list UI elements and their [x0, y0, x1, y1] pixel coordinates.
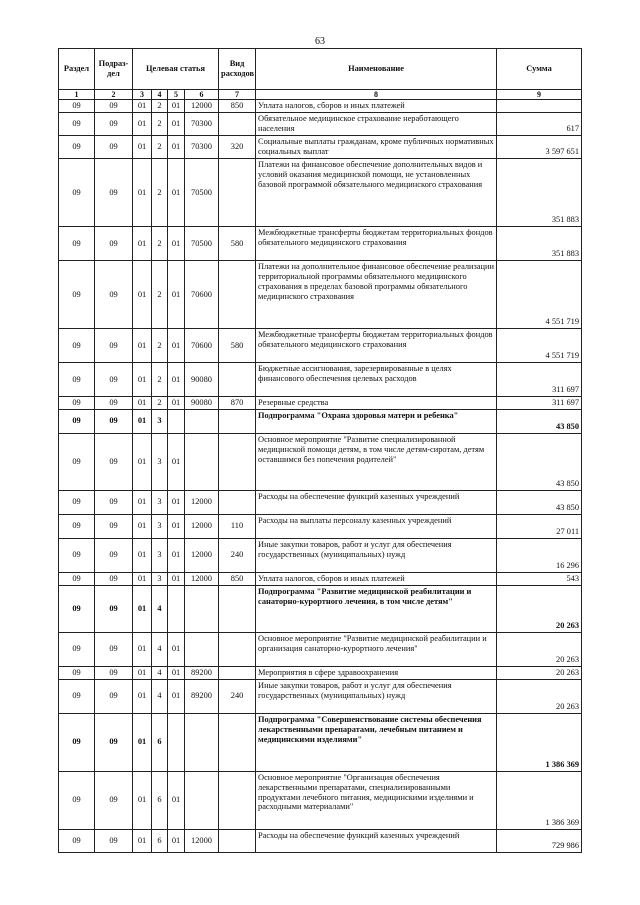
- expense-type-cell: [219, 409, 256, 433]
- subprogram-code-cell: 2: [152, 328, 168, 362]
- table-row: [59, 409, 582, 433]
- expense-type-cell: [219, 585, 256, 632]
- razdel-cell: 09: [59, 713, 95, 771]
- amount-cell: 20 263: [497, 632, 582, 666]
- razdel-cell: 09: [59, 226, 95, 260]
- name-cell: Расходы на выплаты персоналу казенных учреждений: [256, 514, 497, 538]
- direction-code-cell: 12000: [185, 572, 219, 585]
- amount-cell: 351 883: [497, 158, 582, 226]
- table-row: [59, 713, 582, 771]
- activity-code-cell: 01: [168, 538, 185, 572]
- program-code-cell: 01: [133, 433, 152, 490]
- razdel-cell: 09: [59, 538, 95, 572]
- direction-code-cell: 89200: [185, 679, 219, 713]
- table-row: [59, 538, 582, 572]
- program-code-cell: 01: [133, 829, 152, 852]
- amount-cell: 4 551 719: [497, 328, 582, 362]
- expense-type-cell: 240: [219, 679, 256, 713]
- activity-code-cell: 01: [168, 362, 185, 396]
- page-number: 63: [315, 36, 325, 47]
- podrazdel-cell: 09: [95, 409, 133, 433]
- name-cell: Основное мероприятие "Развитие специализированной медицинской помощи детям, в том числе детям-сиротам, детям оставшимся без попечения родителей": [256, 433, 497, 490]
- table-row: [59, 572, 582, 585]
- expense-type-cell: [219, 158, 256, 226]
- header-row: [59, 49, 582, 90]
- header-tselevaya-statya: Целевая статья: [133, 49, 219, 90]
- direction-code-cell: 90080: [185, 396, 219, 409]
- col-number: 5: [168, 90, 185, 100]
- razdel-cell: 09: [59, 260, 95, 328]
- activity-code-cell: 01: [168, 328, 185, 362]
- program-code-cell: 01: [133, 632, 152, 666]
- amount-cell: 351 883: [497, 226, 582, 260]
- amount-cell: 43 850: [497, 409, 582, 433]
- expense-type-cell: 850: [219, 100, 256, 113]
- amount-cell: 20 263: [497, 679, 582, 713]
- name-cell: Основное мероприятие "Развитие медицинской реабилитации и организация санаторно-курортного лечения": [256, 632, 497, 666]
- podrazdel-cell: 09: [95, 538, 133, 572]
- activity-code-cell: 01: [168, 158, 185, 226]
- direction-code-cell: 90080: [185, 362, 219, 396]
- razdel-cell: 09: [59, 666, 95, 679]
- program-code-cell: 01: [133, 396, 152, 409]
- program-code-cell: 01: [133, 771, 152, 829]
- direction-code-cell: 12000: [185, 514, 219, 538]
- table-row: [59, 829, 582, 852]
- subprogram-code-cell: 2: [152, 100, 168, 113]
- header-podrazdel: Подраз-дел: [95, 49, 133, 90]
- program-code-cell: 01: [133, 260, 152, 328]
- table-row: [59, 158, 582, 226]
- activity-code-cell: 01: [168, 396, 185, 409]
- activity-code-cell: 01: [168, 433, 185, 490]
- name-cell: Расходы на обеспечение функций казенных учреждений: [256, 490, 497, 514]
- razdel-cell: 09: [59, 632, 95, 666]
- podrazdel-cell: 09: [95, 362, 133, 396]
- subprogram-code-cell: 2: [152, 396, 168, 409]
- podrazdel-cell: 09: [95, 632, 133, 666]
- podrazdel-cell: 09: [95, 158, 133, 226]
- name-cell: Подпрограмма "Совершенствование системы обеспечения лекарственными препаратами, лечебным питанием и медицинскими изделиями": [256, 713, 497, 771]
- program-code-cell: 01: [133, 362, 152, 396]
- amount-cell: 43 850: [497, 490, 582, 514]
- subprogram-code-cell: 2: [152, 113, 168, 136]
- table-row: [59, 433, 582, 490]
- header-vid-raskhodov: Вид расходов: [219, 49, 256, 90]
- activity-code-cell: 01: [168, 100, 185, 113]
- name-cell: Бюджетные ассигнования, зарезервированные в целях финансового обеспечения целевых расходов: [256, 362, 497, 396]
- subprogram-code-cell: 6: [152, 829, 168, 852]
- direction-code-cell: 12000: [185, 100, 219, 113]
- direction-code-cell: [185, 433, 219, 490]
- col-number: 9: [497, 90, 582, 100]
- subprogram-code-cell: 4: [152, 679, 168, 713]
- subprogram-code-cell: 4: [152, 585, 168, 632]
- program-code-cell: 01: [133, 679, 152, 713]
- table-row: [59, 396, 582, 409]
- podrazdel-cell: 09: [95, 514, 133, 538]
- program-code-cell: 01: [133, 572, 152, 585]
- podrazdel-cell: 09: [95, 713, 133, 771]
- subprogram-code-cell: 3: [152, 490, 168, 514]
- activity-code-cell: [168, 409, 185, 433]
- expense-type-cell: [219, 113, 256, 136]
- razdel-cell: 09: [59, 396, 95, 409]
- razdel-cell: 09: [59, 158, 95, 226]
- program-code-cell: 01: [133, 490, 152, 514]
- activity-code-cell: 01: [168, 136, 185, 159]
- expense-type-cell: 870: [219, 396, 256, 409]
- direction-code-cell: [185, 713, 219, 771]
- amount-cell: 543: [497, 572, 582, 585]
- direction-code-cell: 70300: [185, 136, 219, 159]
- col-number: 3: [133, 90, 152, 100]
- program-code-cell: 01: [133, 514, 152, 538]
- table-row: [59, 679, 582, 713]
- table-row: [59, 328, 582, 362]
- podrazdel-cell: 09: [95, 585, 133, 632]
- podrazdel-cell: 09: [95, 829, 133, 852]
- program-code-cell: 01: [133, 158, 152, 226]
- direction-code-cell: [185, 409, 219, 433]
- subprogram-code-cell: 6: [152, 771, 168, 829]
- name-cell: Основное мероприятие "Организация обеспечения лекарственными препаратами, специализированными продуктами лечебного питания, медицинскими изделиями и расходными материалами": [256, 771, 497, 829]
- activity-code-cell: 01: [168, 226, 185, 260]
- program-code-cell: 01: [133, 328, 152, 362]
- amount-cell: 729 986: [497, 829, 582, 852]
- direction-code-cell: 12000: [185, 490, 219, 514]
- razdel-cell: 09: [59, 113, 95, 136]
- expense-type-cell: 580: [219, 328, 256, 362]
- expense-type-cell: [219, 713, 256, 771]
- program-code-cell: 01: [133, 113, 152, 136]
- direction-code-cell: [185, 771, 219, 829]
- table-row: [59, 585, 582, 632]
- subprogram-code-cell: 2: [152, 226, 168, 260]
- table-row: [59, 514, 582, 538]
- podrazdel-cell: 09: [95, 433, 133, 490]
- program-code-cell: 01: [133, 100, 152, 113]
- name-cell: Обязательное медицинское страхование неработающего населения: [256, 113, 497, 136]
- name-cell: Социальные выплаты гражданам, кроме публичных нормативных социальных выплат: [256, 136, 497, 159]
- name-cell: Уплата налогов, сборов и иных платежей: [256, 100, 497, 113]
- table-row: [59, 771, 582, 829]
- podrazdel-cell: 09: [95, 679, 133, 713]
- direction-code-cell: 70600: [185, 328, 219, 362]
- expense-type-cell: [219, 666, 256, 679]
- direction-code-cell: 70500: [185, 226, 219, 260]
- expense-type-cell: [219, 771, 256, 829]
- amount-cell: 311 697: [497, 396, 582, 409]
- razdel-cell: 09: [59, 679, 95, 713]
- razdel-cell: 09: [59, 100, 95, 113]
- activity-code-cell: 01: [168, 632, 185, 666]
- podrazdel-cell: 09: [95, 328, 133, 362]
- name-cell: Иные закупки товаров, работ и услуг для обеспечения государственных (муниципальных) нужд: [256, 679, 497, 713]
- amount-cell: 4 551 719: [497, 260, 582, 328]
- table-row: [59, 362, 582, 396]
- podrazdel-cell: 09: [95, 490, 133, 514]
- subprogram-code-cell: 2: [152, 260, 168, 328]
- table-row: [59, 260, 582, 328]
- name-cell: Платежи на финансовое обеспечение дополнительных видов и условий оказания медицинской помощи, не установленных базовой программой обязательного медицинского страхования: [256, 158, 497, 226]
- razdel-cell: 09: [59, 433, 95, 490]
- program-code-cell: 01: [133, 666, 152, 679]
- subprogram-code-cell: 3: [152, 433, 168, 490]
- razdel-cell: 09: [59, 514, 95, 538]
- program-code-cell: 01: [133, 585, 152, 632]
- activity-code-cell: 01: [168, 490, 185, 514]
- amount-cell: 20 263: [497, 666, 582, 679]
- subprogram-code-cell: 3: [152, 538, 168, 572]
- razdel-cell: 09: [59, 490, 95, 514]
- amount-cell: 3 597 651: [497, 136, 582, 159]
- amount-cell: 43 850: [497, 433, 582, 490]
- amount-cell: 20 263: [497, 585, 582, 632]
- column-number-row: [59, 90, 582, 100]
- col-number: 6: [185, 90, 219, 100]
- program-code-cell: 01: [133, 136, 152, 159]
- activity-code-cell: 01: [168, 113, 185, 136]
- table-row: [59, 136, 582, 159]
- expense-type-cell: 320: [219, 136, 256, 159]
- activity-code-cell: [168, 713, 185, 771]
- direction-code-cell: 12000: [185, 829, 219, 852]
- name-cell: Мероприятия в сфере здравоохранения: [256, 666, 497, 679]
- col-number: 1: [59, 90, 95, 100]
- razdel-cell: 09: [59, 328, 95, 362]
- subprogram-code-cell: 4: [152, 632, 168, 666]
- podrazdel-cell: 09: [95, 572, 133, 585]
- activity-code-cell: [168, 585, 185, 632]
- podrazdel-cell: 09: [95, 136, 133, 159]
- table-row: [59, 490, 582, 514]
- amount-cell: 16 296: [497, 538, 582, 572]
- expense-type-cell: [219, 362, 256, 396]
- razdel-cell: 09: [59, 829, 95, 852]
- podrazdel-cell: 09: [95, 771, 133, 829]
- podrazdel-cell: 09: [95, 396, 133, 409]
- program-code-cell: 01: [133, 713, 152, 771]
- expense-type-cell: [219, 829, 256, 852]
- expense-type-cell: 110: [219, 514, 256, 538]
- subprogram-code-cell: 4: [152, 666, 168, 679]
- expense-type-cell: 240: [219, 538, 256, 572]
- subprogram-code-cell: 6: [152, 713, 168, 771]
- razdel-cell: 09: [59, 409, 95, 433]
- subprogram-code-cell: 3: [152, 514, 168, 538]
- subprogram-code-cell: 3: [152, 409, 168, 433]
- name-cell: Платежи на дополнительное финансовое обеспечение реализации территориальной программы обязательного медицинского страхования в пределах базовой программы обязательного медицинского страхования: [256, 260, 497, 328]
- expense-type-cell: [219, 490, 256, 514]
- col-number: 7: [219, 90, 256, 100]
- program-code-cell: 01: [133, 409, 152, 433]
- podrazdel-cell: 09: [95, 226, 133, 260]
- name-cell: Подпрограмма "Охрана здоровья матери и ребенка": [256, 409, 497, 433]
- razdel-cell: 09: [59, 585, 95, 632]
- razdel-cell: 09: [59, 136, 95, 159]
- subprogram-code-cell: 2: [152, 136, 168, 159]
- activity-code-cell: 01: [168, 572, 185, 585]
- name-cell: Уплата налогов, сборов и иных платежей: [256, 572, 497, 585]
- podrazdel-cell: 09: [95, 260, 133, 328]
- program-code-cell: 01: [133, 538, 152, 572]
- table-body: [59, 100, 582, 852]
- budget-table: [58, 48, 582, 853]
- activity-code-cell: 01: [168, 829, 185, 852]
- table-row: [59, 666, 582, 679]
- direction-code-cell: 70600: [185, 260, 219, 328]
- direction-code-cell: 70300: [185, 113, 219, 136]
- col-number: 4: [152, 90, 168, 100]
- subprogram-code-cell: 2: [152, 158, 168, 226]
- table-row: [59, 113, 582, 136]
- table-row: [59, 632, 582, 666]
- program-code-cell: 01: [133, 226, 152, 260]
- expense-type-cell: [219, 260, 256, 328]
- activity-code-cell: 01: [168, 260, 185, 328]
- podrazdel-cell: 09: [95, 100, 133, 113]
- header-summa: Сумма: [497, 49, 582, 90]
- name-cell: Резервные средства: [256, 396, 497, 409]
- amount-cell: 1 386 369: [497, 713, 582, 771]
- expense-type-cell: 580: [219, 226, 256, 260]
- direction-code-cell: 70500: [185, 158, 219, 226]
- expense-type-cell: 850: [219, 572, 256, 585]
- col-number: 8: [256, 90, 497, 100]
- subprogram-code-cell: 3: [152, 572, 168, 585]
- amount-cell: 617: [497, 113, 582, 136]
- direction-code-cell: [185, 585, 219, 632]
- razdel-cell: 09: [59, 771, 95, 829]
- direction-code-cell: 12000: [185, 538, 219, 572]
- direction-code-cell: [185, 632, 219, 666]
- activity-code-cell: 01: [168, 666, 185, 679]
- name-cell: Подпрограмма "Развитие медицинской реабилитации и санаторно-курортного лечения, в том числе детям": [256, 585, 497, 632]
- name-cell: Расходы на обеспечение функций казенных учреждений: [256, 829, 497, 852]
- col-number: 2: [95, 90, 133, 100]
- activity-code-cell: 01: [168, 771, 185, 829]
- razdel-cell: 09: [59, 572, 95, 585]
- activity-code-cell: 01: [168, 679, 185, 713]
- activity-code-cell: 01: [168, 514, 185, 538]
- amount-cell: [497, 100, 582, 113]
- amount-cell: 27 011: [497, 514, 582, 538]
- header-razdel: Раздел: [59, 49, 95, 90]
- podrazdel-cell: 09: [95, 666, 133, 679]
- razdel-cell: 09: [59, 362, 95, 396]
- name-cell: Иные закупки товаров, работ и услуг для обеспечения государственных (муниципальных) нужд: [256, 538, 497, 572]
- name-cell: Межбюджетные трансферты бюджетам территориальных фондов обязательного медицинского страхования: [256, 226, 497, 260]
- table-row: [59, 226, 582, 260]
- table-row: [59, 100, 582, 113]
- amount-cell: 1 386 369: [497, 771, 582, 829]
- expense-type-cell: [219, 433, 256, 490]
- podrazdel-cell: 09: [95, 113, 133, 136]
- expense-type-cell: [219, 632, 256, 666]
- direction-code-cell: 89200: [185, 666, 219, 679]
- amount-cell: 311 697: [497, 362, 582, 396]
- name-cell: Межбюджетные трансферты бюджетам территориальных фондов обязательного медицинского страхования: [256, 328, 497, 362]
- subprogram-code-cell: 2: [152, 362, 168, 396]
- header-naimenovanie: Наименование: [256, 49, 497, 90]
